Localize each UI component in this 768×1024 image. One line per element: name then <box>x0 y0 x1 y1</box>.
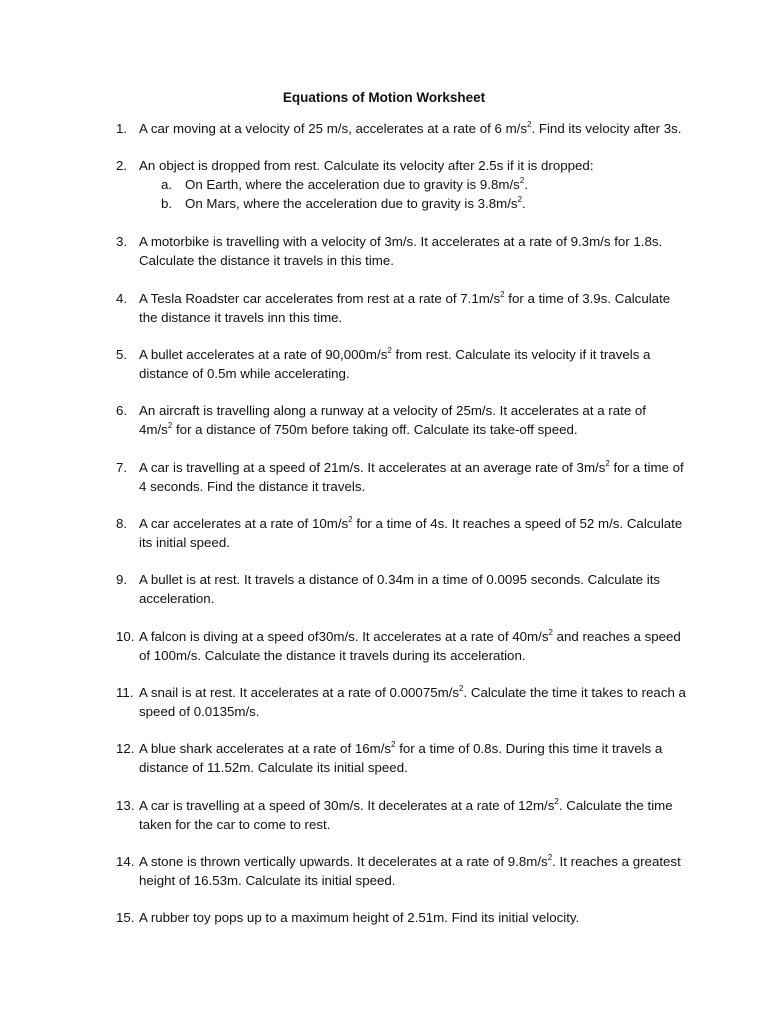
question-text: A stone is thrown vertically upwards. It decelerates at a rate of $9.8m/s^2$. It reaches a greatest height of 16.53m. Calculate its initial speed. <box>139 853 681 888</box>
question-number: 10. <box>116 629 135 644</box>
question-number: 11. <box>116 685 134 700</box>
sub-question-label: a. <box>161 177 173 192</box>
question-number: 5. <box>116 347 128 362</box>
question-text: An aircraft is travelling along a runway at a velocity of 25m/s. It accelerates at a rate of $4m/s^2$ for a distance of 750m before taking off. Calculate its take-off speed. <box>139 403 647 437</box>
question-text: A blue shark accelerates at a rate of $16m/s^2$ for a time of 0.8s. During this time it travels a distance of 11.52m. Calculate its initial speed. <box>139 740 663 775</box>
question-number: 14. <box>116 854 135 869</box>
question-text: A motorbike is travelling with a velocity of 3m/s. It accelerates at a rate of 9.3m/s for 1.8s. Calculate the distance it travels in this time. <box>139 234 663 268</box>
question-text: A bullet is at rest. It travels a distance of 0.34m in a time of 0.0095 seconds. Calculate its acceleration. <box>139 572 661 606</box>
question-text: A Tesla Roadster car accelerates from rest at a rate of $7.1m/s^2$ for a time of 3.9s. Calculate the distance it travels inn this time. <box>139 290 671 325</box>
question-number: 4. <box>116 291 128 306</box>
question-text: A car accelerates at a rate of $10m/s^2$ for a time of 4s. It reaches a speed of 52 m/s. Calculate its initial speed. <box>139 515 683 550</box>
question-number: 13. <box>116 798 135 813</box>
question-number: 7. <box>116 460 128 475</box>
question-text: An object is dropped from rest. Calculate its velocity after 2.5s if it is dropped: a. On Earth, where the acceleration due to gravity is $9.8m/s^2$. b. On Mars, where the acceleration due to gravity is $3.8m/s^2$. <box>139 156 704 213</box>
question-number: 8. <box>116 516 128 531</box>
question-number: 9. <box>116 572 128 587</box>
question-text: A falcon is diving at a speed of30m/s. It accelerates at a rate of $40m/s^2$ and reaches a speed of 100m/s. Calculate the distance it travels during its acceleration. <box>139 628 681 663</box>
question-number: 12. <box>116 741 135 756</box>
sub-question <box>161 175 704 194</box>
question-number: 2. <box>116 158 128 173</box>
sub-question-text: On Mars, where the acceleration due to gravity is $3.8m/s^2$. <box>185 195 526 211</box>
question-text: A bullet accelerates at a rate of $90,000m/s^2$ from rest. Calculate its velocity if it travels a distance of 0.5m while accelerating. <box>139 346 651 381</box>
question-text: A snail is at rest. It accelerates at a rate of $0.00075m/s^2$. Calculate the time it takes to reach a speed of 0.0135m/s. <box>139 684 686 719</box>
sub-question-text: On Earth, where the acceleration due to gravity is $9.8m/s^2$. <box>185 176 528 192</box>
sub-question-label: b. <box>161 196 173 211</box>
question-text: A rubber toy pops up to a maximum height of 2.51m. Find its initial velocity. <box>139 910 580 925</box>
question-number: 15. <box>116 910 135 925</box>
page-title: Equations of Motion Worksheet <box>282 90 486 105</box>
question-text: A car is travelling at a speed of 21m/s. It accelerates at an average rate of $3m/s^2$ for a time of 4 seconds. Find the distance it travels. <box>139 459 684 494</box>
question-text: A car is travelling at a speed of 30m/s. It decelerates at a rate of $12m/s^2$. Calculate the time taken for the car to come to rest. <box>139 797 673 832</box>
question-number: 3. <box>116 234 128 249</box>
question-text: A car moving at a velocity of 25 m/s, accelerates at a rate of 6 $m/s^2$. Find its velocity after 3s. <box>139 120 682 136</box>
question-number: 1. <box>116 121 128 136</box>
sub-question <box>161 194 704 213</box>
question-number: 6. <box>116 403 128 418</box>
